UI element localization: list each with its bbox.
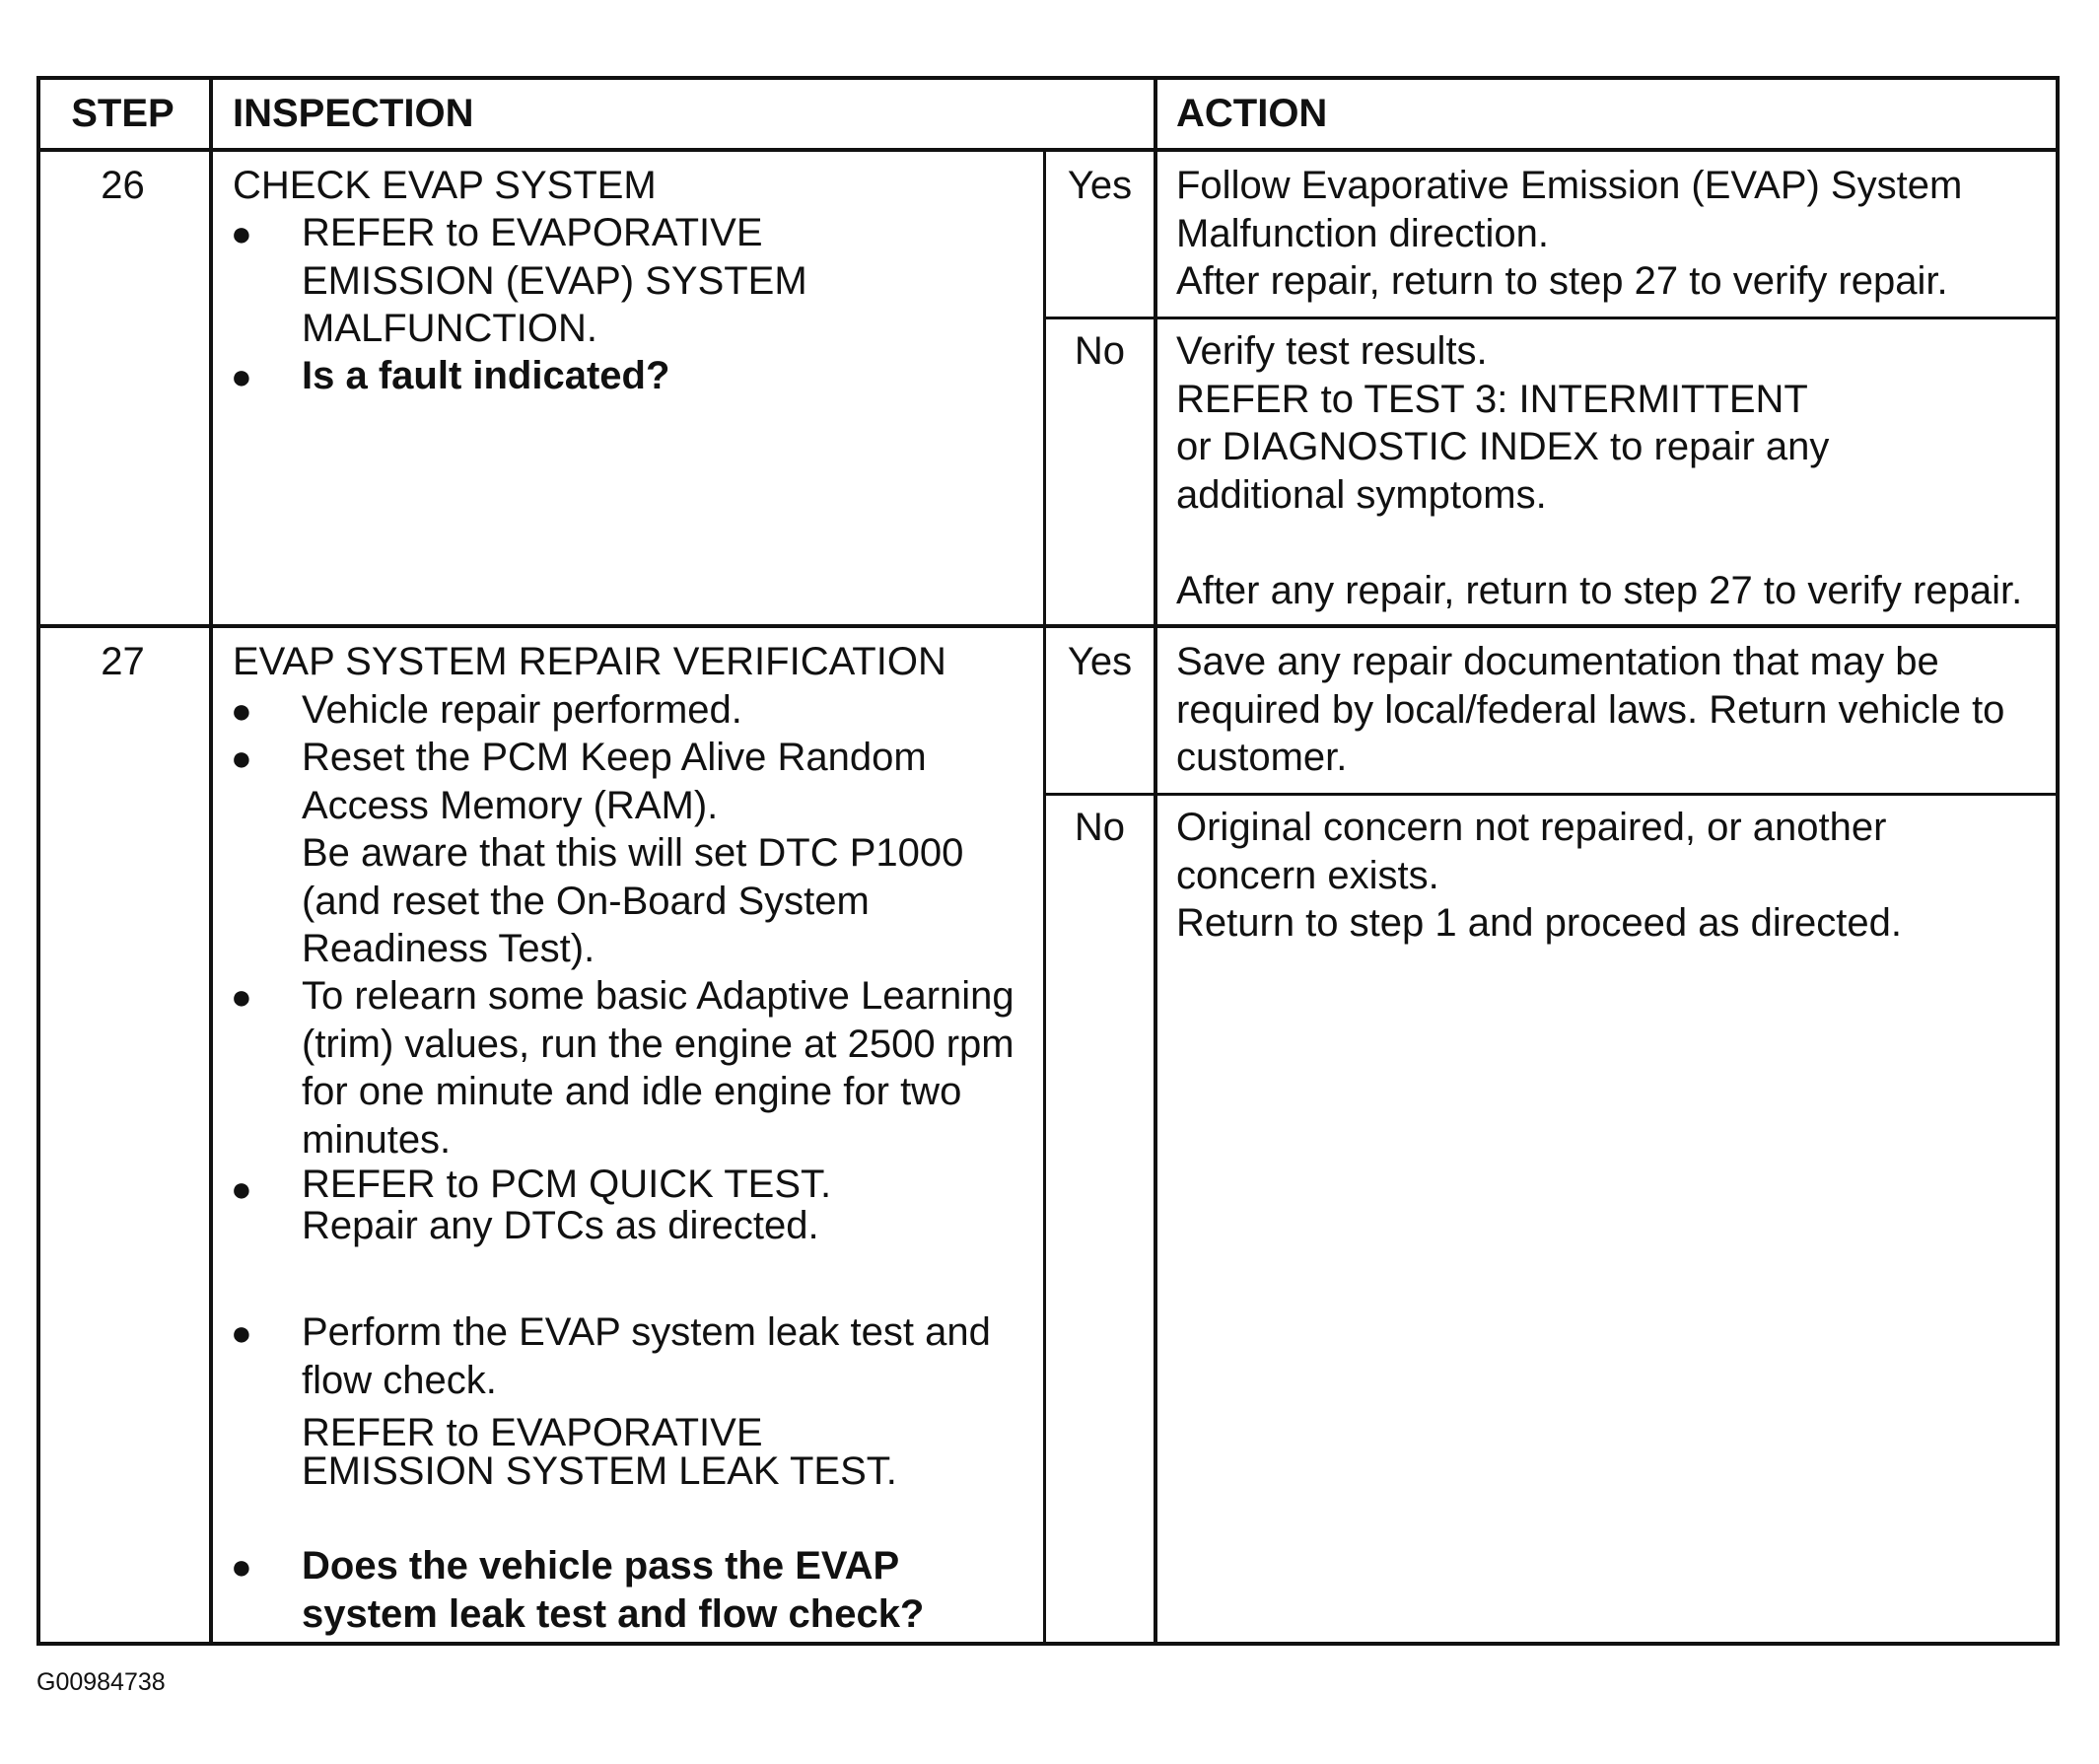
yes-action: Save any repair documentation that may be required by local/federal laws. Return vehicle to customer. (1176, 640, 2005, 779)
bullet-icon: ● (231, 213, 252, 253)
bullet-icon: ● (231, 976, 252, 1017)
header-inspection: INSPECTION (233, 92, 474, 135)
step-column-divider (209, 76, 213, 1646)
yes-label: Yes (1067, 640, 1133, 683)
figure-id: G00984738 (36, 1668, 166, 1696)
inspection-bullet: Perform the EVAP system leak test and flow check. (302, 1310, 991, 1402)
yes-label: Yes (1067, 164, 1133, 207)
inspection-bullet: Reset the PCM Keep Alive Random Access Memory (RAM). Be aware that this will set DTC P1000 (and reset the On-Board System Readiness Test). (302, 736, 964, 970)
bullet-icon: ● (231, 1546, 252, 1587)
inspection-bullet-reference: EMISSION SYSTEM LEAK TEST. (302, 1449, 897, 1493)
inspection-bullet: REFER to EVAPORATIVE EMISSION (EVAP) SYSTEM MALFUNCTION. (302, 211, 807, 350)
inspection-bullet: Vehicle repair performed. (302, 688, 742, 732)
no-action: Verify test results. REFER to TEST 3: INTERMITTENT or DIAGNOSTIC INDEX to repair any additional symptoms. (1176, 329, 1830, 517)
row27-yes-no-divider (1045, 793, 2060, 796)
inspection-question: Is a fault indicated? (302, 354, 670, 397)
step-number: 27 (101, 640, 145, 683)
row26-yes-no-divider (1045, 317, 2060, 319)
yes-action: Follow Evaporative Emission (EVAP) System Malfunction direction. After repair, return to step 27 to verify repair. (1176, 164, 1963, 303)
no-label: No (1074, 806, 1126, 849)
inspection-title: CHECK EVAP SYSTEM (233, 164, 657, 207)
step-number: 26 (101, 164, 145, 207)
row-divider (36, 624, 2060, 628)
header-action: ACTION (1176, 92, 1328, 135)
action-column-divider (1154, 76, 1157, 1646)
header-step: STEP (71, 92, 175, 135)
inspection-bullet: To relearn some basic Adaptive Learning (trim) values, run the engine at 2500 rpm for one minute and idle engine for two minutes. (302, 974, 1015, 1162)
no-label: No (1074, 329, 1126, 373)
inspection-bullet-reference: REFER to EVAPORATIVE (302, 1411, 763, 1454)
bullet-icon: ● (231, 738, 252, 778)
bullet-icon: ● (231, 1312, 252, 1353)
inspection-question: Does the vehicle pass the EVAP system leak test and flow check? (302, 1544, 925, 1636)
bullet-icon: ● (231, 356, 252, 396)
no-action-followup: After any repair, return to step 27 to verify repair. (1176, 569, 2023, 612)
bullet-icon: ● (231, 690, 252, 731)
inspection-title: EVAP SYSTEM REPAIR VERIFICATION (233, 640, 946, 683)
inspection-bullet: REFER to PCM QUICK TEST. Repair any DTCs as directed. (302, 1163, 832, 1247)
no-action: Original concern not repaired, or another concern exists. Return to step 1 and proceed as directed. (1176, 806, 1903, 945)
header-divider (36, 148, 2060, 152)
bullet-icon: ● (231, 1168, 252, 1209)
